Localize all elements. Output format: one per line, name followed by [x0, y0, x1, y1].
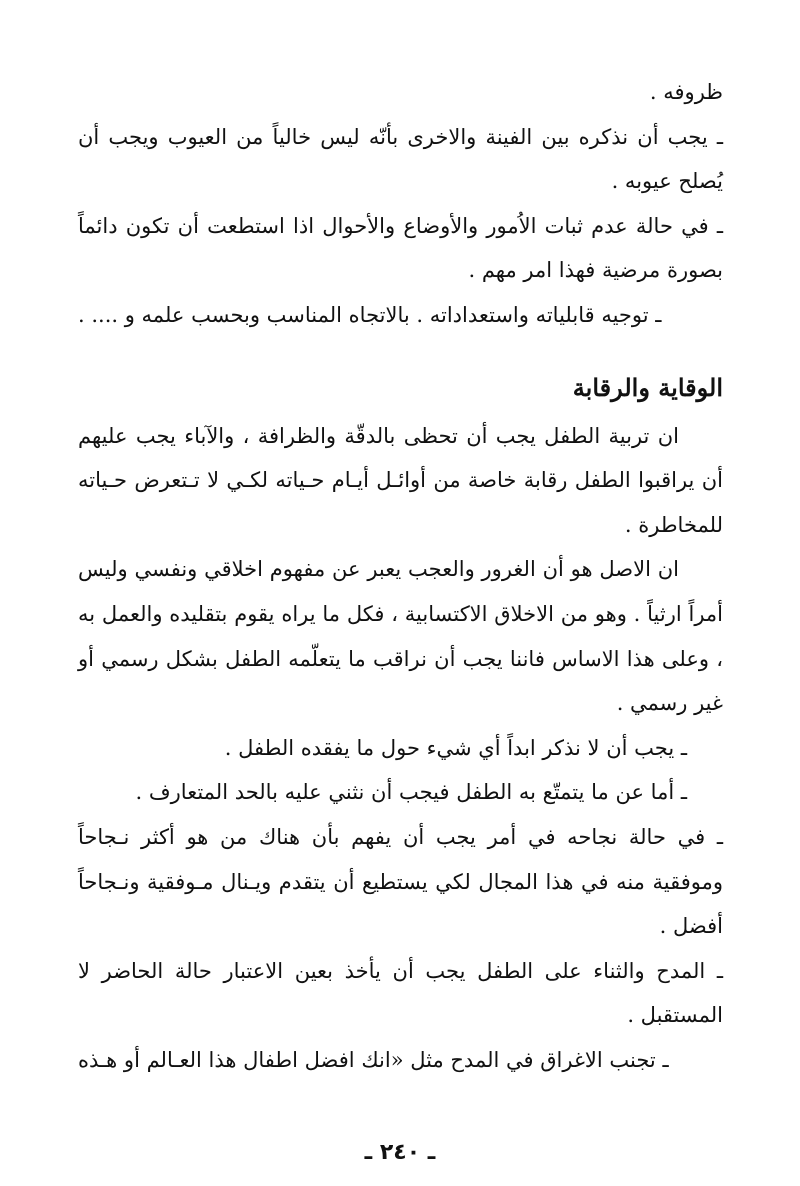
- section-heading: الوقاية والرقابة: [572, 372, 723, 402]
- page-body: [78, 70, 723, 1082]
- paragraph: ان تربية الطفل يجب أن تحظى بالدقّة والظرافة ، والآباء يجب عليهم أن يراقبوا الطفل رقابة خاصة من أوائـل أيـام حـياته لكـي لا تـتعرض حـياته للمخاطرة .: [78, 423, 723, 537]
- bullet-paragraph: ـ تجنب الاغراق في المدح مثل «انك افضل اطفال هذا العـالم أو هـذه: [78, 1047, 669, 1072]
- bullet-paragraph: ـ يجب أن لا نذكر ابداً أي شيء حول ما يفقده الطفل .: [224, 735, 687, 760]
- bullet-paragraph: ـ أما عن ما يتمتّع به الطفل فيجب أن نثني عليه بالحد المتعارف .: [135, 780, 687, 805]
- bullet-paragraph: ـ المدح والثناء على الطفل يجب أن يأخذ بعين الاعتبار حالة الحاضر لا المستقبل .: [78, 958, 723, 1028]
- paragraph: ان الاصل هو أن الغرور والعجب يعبر عن مفهوم اخلاقي ونفسي وليس أمراً ارثياً . وهو من الاخلاق الاكتسابية ، فكل ما يراه يقوم بتقليده والعمل به ، وعلى هذا الاساس فاننا يجب أن نراقب ما يتعلّمه الطفل بشكل رسمي أو غير رسمي .: [78, 557, 723, 716]
- bullet-paragraph: ـ في حالة عدم ثبات الاُمور والأوضاع والأحوال اذا استطعت أن تكون دائماً بصورة مرضية فهذا امر مهم .: [78, 213, 723, 283]
- bullet-paragraph: ـ في حالة نجاحه في أمر يجب أن يفهم بأن هناك من هو أكثر نـجاحاً وموفقية منه في هذا المجال لكي يستطيع أن يتقدم ويـنال مـوفقية ونـجاحاً أفضل .: [78, 824, 723, 939]
- paragraph: ظروفه .: [649, 80, 723, 104]
- bullet-paragraph: ـ يجب أن نذكره بين الفينة والاخرى بأنّه ليس خالياً من العيوب ويجب أن يُصلح عيوبه .: [78, 124, 723, 194]
- bullet-paragraph: ـ توجيه قابلياته واستعداداته . بالاتجاه المناسب وبحسب علمه و .... .: [78, 302, 662, 327]
- page-number: ـ ٢٤٠ ـ: [364, 1140, 436, 1165]
